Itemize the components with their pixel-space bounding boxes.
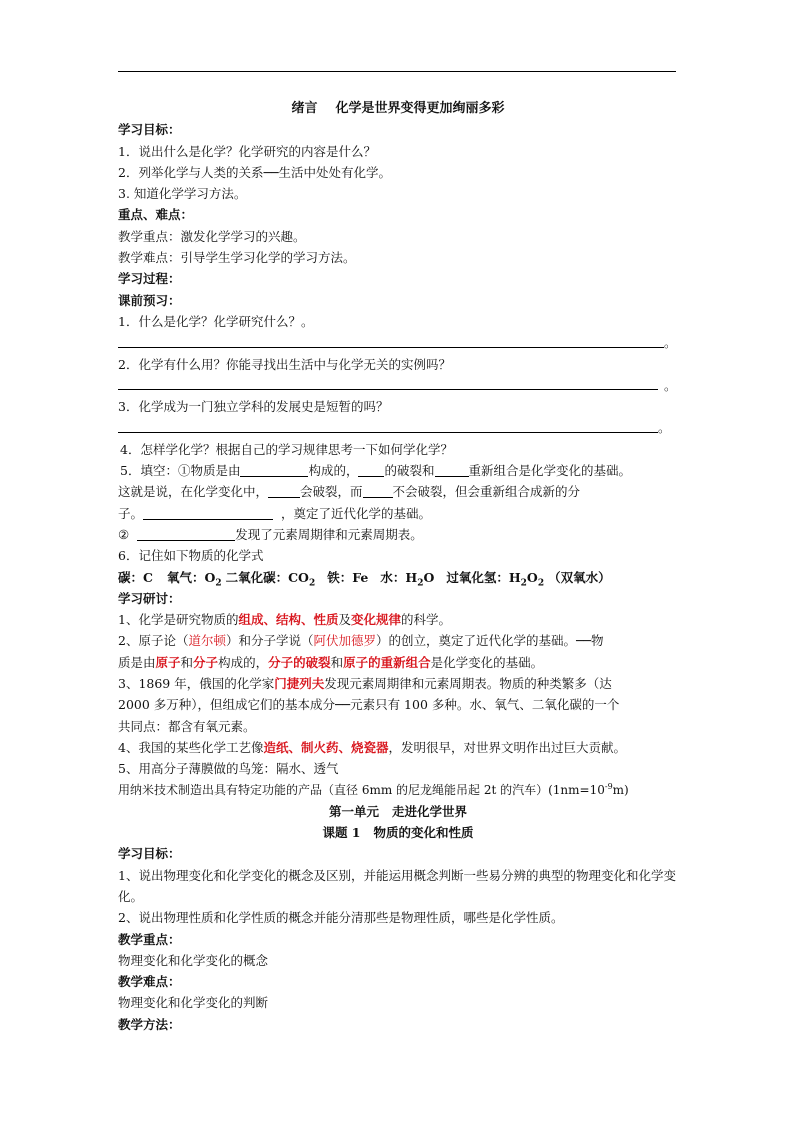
heading-teaching-difficulty: 教学难点： — [118, 974, 181, 990]
heading-key-points: 重点、难点： — [118, 207, 194, 223]
blank[interactable] — [268, 485, 300, 498]
blank[interactable] — [137, 528, 235, 541]
lesson-goal-2: 2、说出物理性质和化学性质的概念并能分清那些是物理性质，哪些是化学性质。 — [118, 910, 564, 926]
blank[interactable] — [435, 464, 469, 477]
discussion-2-line-1: 2、原子论（道尔顿）和分子学说（阿伏加德罗）的创立，奠定了近代化学的基础。──物 — [118, 633, 604, 649]
question-3: 3．化学成为一门独立学科的发展史是短暂的吗？ — [118, 399, 389, 415]
unit-title: 第一单元 走进化学世界 — [328, 803, 468, 819]
question-5-line-2: 这就是说，在化学变化中， 会破裂，而 不会破裂，但会重新组合成新的分 — [118, 484, 581, 500]
discussion-6: 用纳米技术制造出具有特定功能的产品（直径 6mm 的尼龙绳能吊起 2t 的汽车）$(1nm=10^{-9}m)$ — [118, 781, 629, 797]
document-body — [118, 98, 678, 1035]
question-5-line-3: 子。 ，奠定了近代化学的基础。 — [118, 505, 432, 521]
teaching-key: 物理变化和化学变化的概念 — [118, 952, 269, 968]
heading-learning-goals: 学习目标： — [118, 122, 181, 138]
lesson-title: 课题 1 物质的变化和性质 — [322, 825, 474, 841]
discussion-3-line-3: 共同点：都含有氧元素。 — [118, 718, 256, 734]
answer-line: 。 — [118, 375, 678, 396]
heading-lesson-goals: 学习目标： — [118, 846, 181, 862]
heading-teaching-method: 教学方法： — [118, 1016, 181, 1032]
goal-item: 2．列举化学与人类的关系──生活中处处有化学。 — [118, 164, 392, 180]
answer-line: 。 — [118, 417, 678, 438]
heading-preview: 课前预习： — [118, 292, 181, 308]
header-rule — [118, 71, 676, 72]
lesson-goal-1: 1、说出物理变化和化学变化的概念及区别，并能运用概念判断一些易分辨的典型的物理变化和化学变化。 — [118, 867, 676, 904]
key-point: 教学重点：激发化学学习的兴趣。 — [118, 228, 306, 244]
blank[interactable] — [358, 464, 384, 477]
blank[interactable] — [143, 507, 273, 520]
goal-item: 1．说出什么是化学？化学研究的内容是什么？ — [118, 143, 376, 159]
discussion-3-line-1: 3、1869 年，俄国的化学家门捷列夫发现元素周期律和元素周期表。物质的种类繁多（达 — [118, 676, 612, 692]
formula-list: 碳：C 氧气：$O_2$ 二氧化碳：$CO_2$ 铁：Fe 水：$H_2O$ 过氧化氢：$H_2O_2$ （双氧水） — [118, 569, 611, 589]
heading-learning-process: 学习过程： — [118, 271, 181, 287]
heading-teaching-key: 教学重点： — [118, 931, 181, 947]
answer-line: 。 — [118, 332, 678, 353]
question-5-line-1: 5．填空：①物质是由 构成的， 的破裂和 重新组合是化学变化的基础。 — [120, 463, 632, 479]
goal-item: 3. 知道化学学习方法。 — [118, 186, 247, 202]
discussion-2-line-2: 质是由原子和分子构成的，分子的破裂和原子的重新组合是化学变化的基础。 — [118, 654, 544, 670]
heading-study-discussion: 学习研讨： — [118, 590, 181, 606]
blank[interactable] — [240, 464, 308, 477]
blank[interactable] — [363, 485, 393, 498]
question-2: 2．化学有什么用？你能寻找出生活中与化学无关的实例吗？ — [118, 356, 451, 372]
discussion-1: 1、化学是研究物质的组成、结构、性质及变化规律的科学。 — [118, 612, 452, 628]
teaching-difficulty: 物理变化和化学变化的判断 — [118, 995, 269, 1011]
question-4: 4．怎样学化学？根据自己的学习规律思考一下如何学化学？ — [120, 441, 453, 457]
discussion-4: 4、我国的某些化学工艺像造纸、制火药、烧瓷器，发明很早，对世界文明作出过巨大贡献。 — [118, 739, 626, 755]
question-6: 6．记住如下物质的化学式 — [118, 548, 264, 564]
discussion-5: 5、用高分子薄膜做的鸟笼：隔水、透气 — [118, 761, 339, 777]
question-1: 1．什么是化学？化学研究什么？。 — [118, 313, 314, 329]
discussion-3-line-2: 2000 多万种），但组成它们的基本成分──元素只有 100 多种。水、氧气、二氧化碳的一个 — [118, 697, 620, 713]
section-title: 绪言 化学是世界变得更加绚丽多彩 — [291, 101, 505, 116]
question-5-line-4: ② 发现了元素周期律和元素周期表。 — [118, 526, 423, 542]
key-point: 教学难点：引导学生学习化学的学习方法。 — [118, 250, 356, 266]
